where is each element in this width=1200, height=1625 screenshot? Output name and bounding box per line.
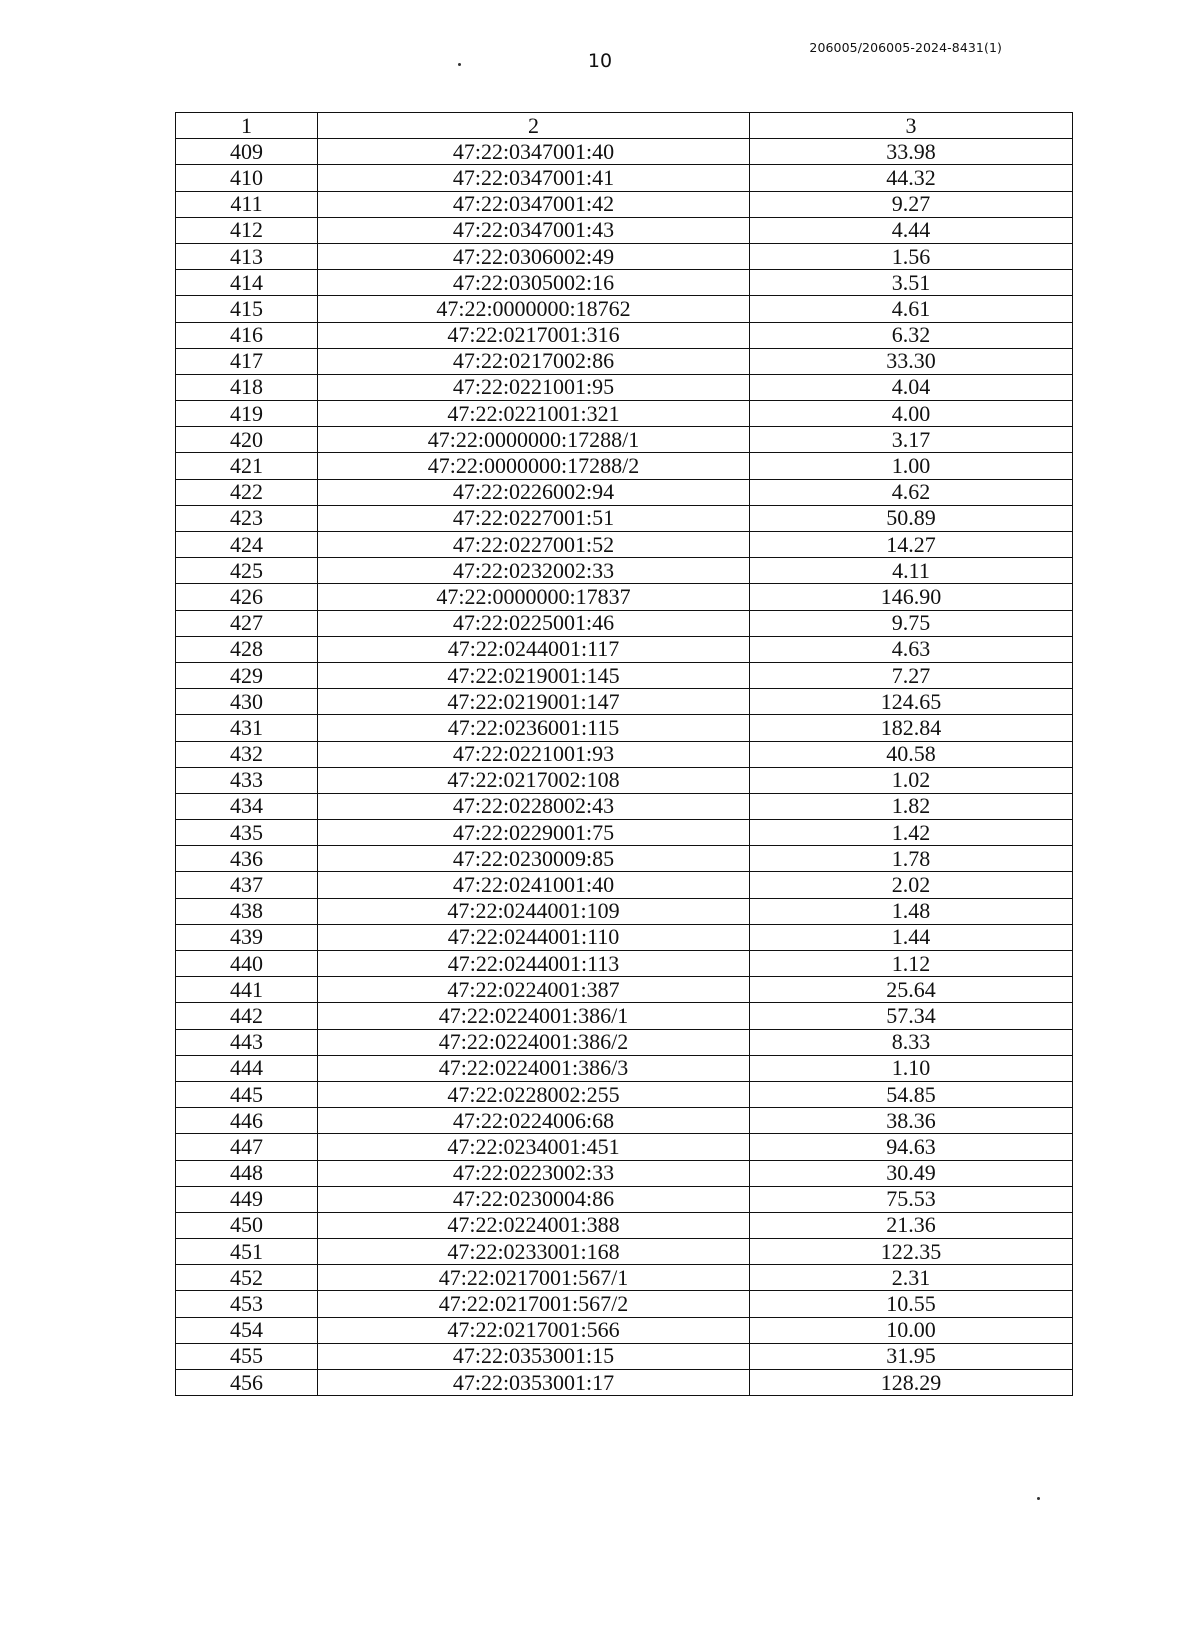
row-number-cell: 453 — [176, 1291, 318, 1317]
cadastral-number-cell: 47:22:0230004:86 — [318, 1186, 750, 1212]
table-row — [176, 689, 1073, 715]
area-value-cell: 21.36 — [750, 1212, 1073, 1238]
area-value-cell: 4.11 — [750, 558, 1073, 584]
row-number-cell: 436 — [176, 846, 318, 872]
row-number-cell: 456 — [176, 1370, 318, 1396]
row-number-cell: 441 — [176, 977, 318, 1003]
area-value-cell: 1.42 — [750, 820, 1073, 846]
area-value-cell: 1.10 — [750, 1055, 1073, 1081]
table-row — [176, 348, 1073, 374]
cadastral-number-cell: 47:22:0227001:51 — [318, 505, 750, 531]
table-row — [176, 296, 1073, 322]
table-row — [176, 1343, 1073, 1369]
cadastral-number-cell: 47:22:0225001:46 — [318, 610, 750, 636]
table-row — [176, 741, 1073, 767]
table-row — [176, 1134, 1073, 1160]
table-row — [176, 610, 1073, 636]
row-number-cell: 430 — [176, 689, 318, 715]
cadastral-number-cell: 47:22:0224001:388 — [318, 1212, 750, 1238]
cadastral-number-cell: 47:22:0000000:17288/1 — [318, 427, 750, 453]
cadastral-number-cell: 47:22:0217001:567/1 — [318, 1265, 750, 1291]
area-value-cell: 1.02 — [750, 767, 1073, 793]
table-row — [176, 270, 1073, 296]
cadastral-number-cell: 47:22:0223002:33 — [318, 1160, 750, 1186]
cadastral-number-cell: 47:22:0224001:386/2 — [318, 1029, 750, 1055]
area-value-cell: 7.27 — [750, 662, 1073, 688]
row-number-cell: 431 — [176, 715, 318, 741]
row-number-cell: 445 — [176, 1081, 318, 1107]
area-value-cell: 94.63 — [750, 1134, 1073, 1160]
row-number-cell: 440 — [176, 951, 318, 977]
cadastral-number-cell: 47:22:0217001:566 — [318, 1317, 750, 1343]
area-value-cell: 8.33 — [750, 1029, 1073, 1055]
area-value-cell: 1.56 — [750, 243, 1073, 269]
row-number-cell: 437 — [176, 872, 318, 898]
page-number: 10 — [587, 50, 613, 72]
table-row — [176, 427, 1073, 453]
area-value-cell: 2.31 — [750, 1265, 1073, 1291]
table-row — [176, 1317, 1073, 1343]
table-row — [176, 401, 1073, 427]
scan-speck — [458, 63, 461, 66]
area-value-cell: 128.29 — [750, 1370, 1073, 1396]
table-row — [176, 793, 1073, 819]
row-number-cell: 439 — [176, 924, 318, 950]
area-value-cell: 57.34 — [750, 1003, 1073, 1029]
table-body — [176, 113, 1073, 1396]
area-value-cell: 38.36 — [750, 1108, 1073, 1134]
area-value-cell: 3.51 — [750, 270, 1073, 296]
row-number-cell: 422 — [176, 479, 318, 505]
area-value-cell: 40.58 — [750, 741, 1073, 767]
area-value-cell: 1.00 — [750, 453, 1073, 479]
area-value-cell: 44.32 — [750, 165, 1073, 191]
cadastral-number-cell: 47:22:0227001:52 — [318, 532, 750, 558]
area-value-cell: 2.02 — [750, 872, 1073, 898]
area-value-cell: 1.82 — [750, 793, 1073, 819]
table-row — [176, 898, 1073, 924]
row-number-cell: 426 — [176, 584, 318, 610]
table-row — [176, 1003, 1073, 1029]
area-value-cell: 146.90 — [750, 584, 1073, 610]
cadastral-number-cell: 47:22:0353001:17 — [318, 1370, 750, 1396]
row-number-cell: 448 — [176, 1160, 318, 1186]
row-number-cell: 455 — [176, 1343, 318, 1369]
area-value-cell: 4.62 — [750, 479, 1073, 505]
land-plot-table — [175, 112, 1073, 1396]
area-value-cell: 1.48 — [750, 898, 1073, 924]
area-value-cell: 182.84 — [750, 715, 1073, 741]
cadastral-number-cell: 47:22:0306002:49 — [318, 243, 750, 269]
table-row — [176, 1370, 1073, 1396]
cadastral-number-cell: 47:22:0217002:86 — [318, 348, 750, 374]
row-number-cell: 435 — [176, 820, 318, 846]
row-number-cell: 429 — [176, 662, 318, 688]
table-row — [176, 322, 1073, 348]
row-number-cell: 412 — [176, 217, 318, 243]
row-number-cell: 414 — [176, 270, 318, 296]
cadastral-number-cell: 47:22:0228002:255 — [318, 1081, 750, 1107]
row-number-cell: 423 — [176, 505, 318, 531]
cadastral-number-cell: 47:22:0347001:41 — [318, 165, 750, 191]
area-value-cell: 124.65 — [750, 689, 1073, 715]
table-row — [176, 217, 1073, 243]
cadastral-number-cell: 47:22:0347001:42 — [318, 191, 750, 217]
table-row — [176, 951, 1073, 977]
row-number-cell: 438 — [176, 898, 318, 924]
row-number-cell: 415 — [176, 296, 318, 322]
table-row — [176, 1291, 1073, 1317]
cadastral-number-cell: 47:22:0230009:85 — [318, 846, 750, 872]
row-number-cell: 421 — [176, 453, 318, 479]
cadastral-number-cell: 47:22:0347001:40 — [318, 139, 750, 165]
cadastral-number-cell: 47:22:0244001:109 — [318, 898, 750, 924]
document-id: 206005/206005-2024-8431(1) — [809, 40, 1002, 55]
row-number-cell: 411 — [176, 191, 318, 217]
column-header-2: 2 — [318, 113, 750, 139]
cadastral-number-cell: 47:22:0228002:43 — [318, 793, 750, 819]
cadastral-number-cell: 47:22:0236001:115 — [318, 715, 750, 741]
cadastral-number-cell: 47:22:0221001:93 — [318, 741, 750, 767]
row-number-cell: 450 — [176, 1212, 318, 1238]
table-row — [176, 1108, 1073, 1134]
row-number-cell: 418 — [176, 374, 318, 400]
cadastral-number-cell: 47:22:0224001:386/1 — [318, 1003, 750, 1029]
area-value-cell: 9.27 — [750, 191, 1073, 217]
area-value-cell: 1.12 — [750, 951, 1073, 977]
cadastral-number-cell: 47:22:0221001:321 — [318, 401, 750, 427]
row-number-cell: 443 — [176, 1029, 318, 1055]
area-value-cell: 30.49 — [750, 1160, 1073, 1186]
cadastral-number-cell: 47:22:0244001:113 — [318, 951, 750, 977]
area-value-cell: 75.53 — [750, 1186, 1073, 1212]
cadastral-number-cell: 47:22:0224001:386/3 — [318, 1055, 750, 1081]
area-value-cell: 4.44 — [750, 217, 1073, 243]
row-number-cell: 451 — [176, 1239, 318, 1265]
table-row — [176, 1160, 1073, 1186]
area-value-cell: 1.78 — [750, 846, 1073, 872]
cadastral-number-cell: 47:22:0229001:75 — [318, 820, 750, 846]
area-value-cell: 1.44 — [750, 924, 1073, 950]
row-number-cell: 416 — [176, 322, 318, 348]
row-number-cell: 452 — [176, 1265, 318, 1291]
cadastral-number-cell: 47:22:0217002:108 — [318, 767, 750, 793]
table-row — [176, 453, 1073, 479]
table-row — [176, 165, 1073, 191]
area-value-cell: 4.00 — [750, 401, 1073, 427]
table-row — [176, 558, 1073, 584]
table-row — [176, 820, 1073, 846]
table-row — [176, 1029, 1073, 1055]
area-value-cell: 25.64 — [750, 977, 1073, 1003]
area-value-cell: 4.63 — [750, 636, 1073, 662]
table-row — [176, 872, 1073, 898]
scan-speck — [1037, 1497, 1040, 1500]
cadastral-number-cell: 47:22:0219001:145 — [318, 662, 750, 688]
row-number-cell: 433 — [176, 767, 318, 793]
area-value-cell: 54.85 — [750, 1081, 1073, 1107]
table-row — [176, 767, 1073, 793]
area-value-cell: 3.17 — [750, 427, 1073, 453]
cadastral-number-cell: 47:22:0224006:68 — [318, 1108, 750, 1134]
table-row — [176, 977, 1073, 1003]
row-number-cell: 420 — [176, 427, 318, 453]
table-row — [176, 1055, 1073, 1081]
cadastral-number-cell: 47:22:0000000:18762 — [318, 296, 750, 322]
table-row — [176, 139, 1073, 165]
row-number-cell: 409 — [176, 139, 318, 165]
row-number-cell: 442 — [176, 1003, 318, 1029]
table-row — [176, 584, 1073, 610]
table-row — [176, 479, 1073, 505]
table-row — [176, 846, 1073, 872]
column-header-1: 1 — [176, 113, 318, 139]
row-number-cell: 413 — [176, 243, 318, 269]
row-number-cell: 410 — [176, 165, 318, 191]
cadastral-number-cell: 47:22:0234001:451 — [318, 1134, 750, 1160]
row-number-cell: 419 — [176, 401, 318, 427]
table-row — [176, 191, 1073, 217]
area-value-cell: 50.89 — [750, 505, 1073, 531]
cadastral-number-cell: 47:22:0219001:147 — [318, 689, 750, 715]
cadastral-number-cell: 47:22:0000000:17837 — [318, 584, 750, 610]
table-row — [176, 924, 1073, 950]
cadastral-number-cell: 47:22:0241001:40 — [318, 872, 750, 898]
table-row — [176, 1186, 1073, 1212]
row-number-cell: 432 — [176, 741, 318, 767]
row-number-cell: 425 — [176, 558, 318, 584]
row-number-cell: 449 — [176, 1186, 318, 1212]
row-number-cell: 446 — [176, 1108, 318, 1134]
row-number-cell: 424 — [176, 532, 318, 558]
area-value-cell: 4.04 — [750, 374, 1073, 400]
cadastral-number-cell: 47:22:0000000:17288/2 — [318, 453, 750, 479]
cadastral-number-cell: 47:22:0244001:110 — [318, 924, 750, 950]
table-row — [176, 1239, 1073, 1265]
table-row — [176, 1265, 1073, 1291]
table-header-row — [176, 113, 1073, 139]
area-value-cell: 9.75 — [750, 610, 1073, 636]
row-number-cell: 444 — [176, 1055, 318, 1081]
table-row — [176, 1212, 1073, 1238]
area-value-cell: 14.27 — [750, 532, 1073, 558]
area-value-cell: 10.00 — [750, 1317, 1073, 1343]
area-value-cell: 4.61 — [750, 296, 1073, 322]
row-number-cell: 434 — [176, 793, 318, 819]
area-value-cell: 31.95 — [750, 1343, 1073, 1369]
row-number-cell: 454 — [176, 1317, 318, 1343]
table-row — [176, 1081, 1073, 1107]
cadastral-number-cell: 47:22:0232002:33 — [318, 558, 750, 584]
cadastral-number-cell: 47:22:0226002:94 — [318, 479, 750, 505]
table-row — [176, 505, 1073, 531]
row-number-cell: 417 — [176, 348, 318, 374]
row-number-cell: 428 — [176, 636, 318, 662]
area-value-cell: 122.35 — [750, 1239, 1073, 1265]
area-value-cell: 10.55 — [750, 1291, 1073, 1317]
cadastral-number-cell: 47:22:0347001:43 — [318, 217, 750, 243]
cadastral-number-cell: 47:22:0244001:117 — [318, 636, 750, 662]
table-row — [176, 636, 1073, 662]
cadastral-number-cell: 47:22:0217001:316 — [318, 322, 750, 348]
cadastral-number-cell: 47:22:0221001:95 — [318, 374, 750, 400]
row-number-cell: 447 — [176, 1134, 318, 1160]
area-value-cell: 33.30 — [750, 348, 1073, 374]
cadastral-number-cell: 47:22:0233001:168 — [318, 1239, 750, 1265]
cadastral-number-cell: 47:22:0305002:16 — [318, 270, 750, 296]
table-row — [176, 532, 1073, 558]
cadastral-number-cell: 47:22:0353001:15 — [318, 1343, 750, 1369]
row-number-cell: 427 — [176, 610, 318, 636]
area-value-cell: 6.32 — [750, 322, 1073, 348]
table-row — [176, 374, 1073, 400]
table-row — [176, 662, 1073, 688]
table-row — [176, 715, 1073, 741]
cadastral-number-cell: 47:22:0224001:387 — [318, 977, 750, 1003]
area-value-cell: 33.98 — [750, 139, 1073, 165]
table-row — [176, 243, 1073, 269]
cadastral-number-cell: 47:22:0217001:567/2 — [318, 1291, 750, 1317]
column-header-3: 3 — [750, 113, 1073, 139]
